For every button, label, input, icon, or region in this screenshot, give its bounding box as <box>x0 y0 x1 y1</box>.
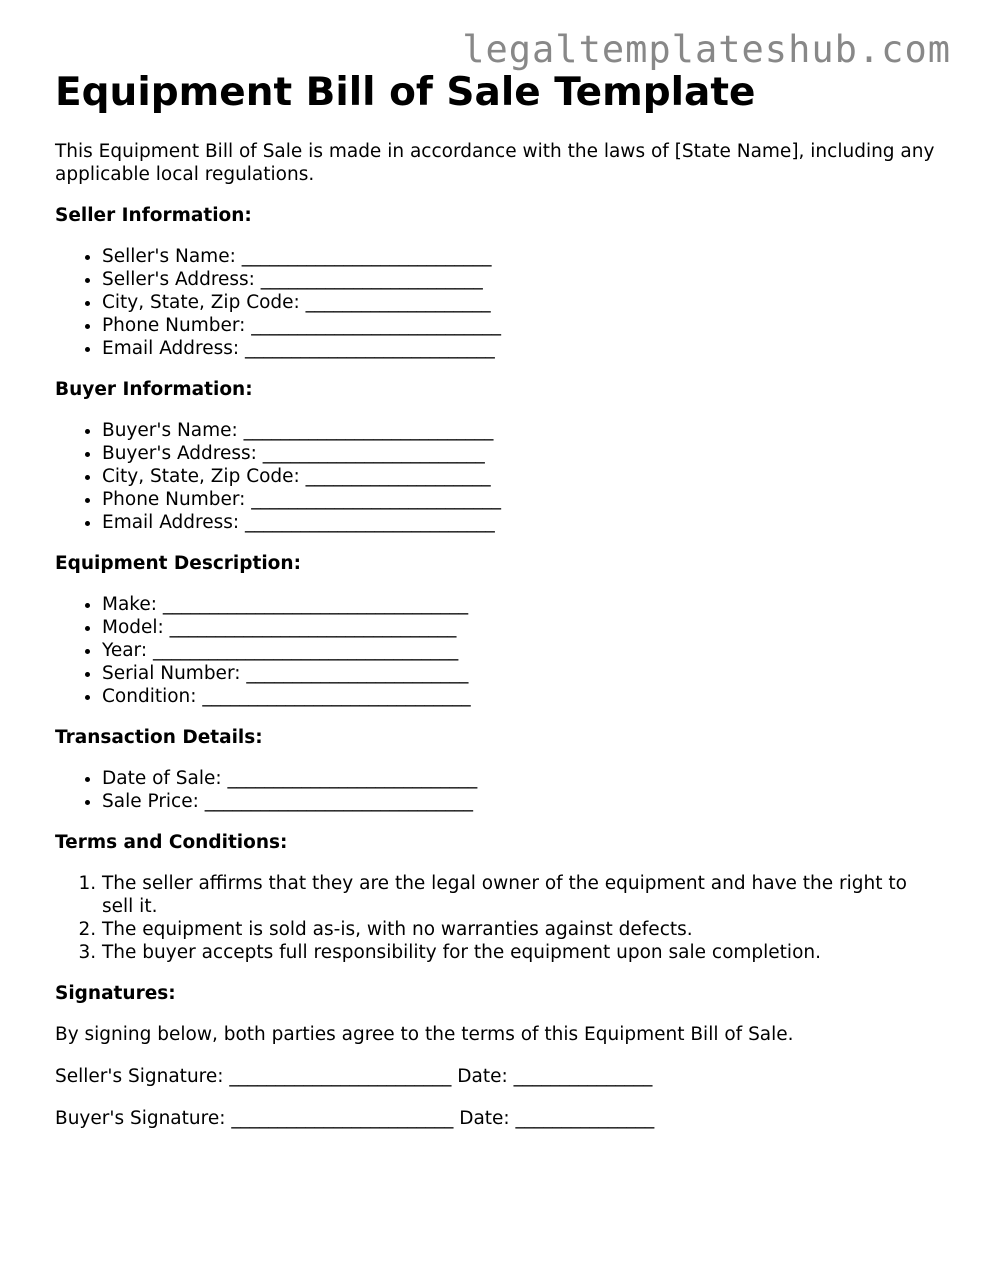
buyer-city-field: • City, State, Zip Code: ____________________ <box>102 465 935 488</box>
buyer-heading: Buyer Information: <box>55 379 253 400</box>
buyer-phone-field: • Phone Number: ___________________________ <box>102 488 935 511</box>
page-title: Equipment Bill of Sale Template <box>55 70 756 115</box>
buyer-email-field: • Email Address: ___________________________ <box>102 511 935 534</box>
seller-name-field: • Seller's Name: ___________________________ <box>102 245 935 268</box>
seller-city-field: • City, State, Zip Code: ____________________ <box>102 291 935 314</box>
transaction-list <box>55 767 935 813</box>
buyer-signature-line: Buyer's Signature: ________________________ Date: _______________ <box>55 1108 655 1129</box>
seller-address-field: • Seller's Address: ________________________ <box>102 268 935 291</box>
buyer-name-field: • Buyer's Name: ___________________________ <box>102 419 935 442</box>
transaction-heading: Transaction Details: <box>55 727 263 748</box>
equipment-list <box>55 593 935 708</box>
terms-list <box>55 872 935 964</box>
signatures-statement: By signing below, both parties agree to the terms of this Equipment Bill of Sale. <box>55 1024 794 1045</box>
buyer-address-field: • Buyer's Address: ________________________ <box>102 442 935 465</box>
terms-heading: Terms and Conditions: <box>55 832 288 853</box>
seller-email-field: • Email Address: ___________________________ <box>102 337 935 360</box>
signatures-heading: Signatures: <box>55 983 176 1004</box>
sale-date-field: • Date of Sale: ___________________________ <box>102 767 935 790</box>
equipment-year-field: • Year: _________________________________ <box>102 639 935 662</box>
equipment-make-field: • Make: _________________________________ <box>102 593 935 616</box>
seller-signature-line: Seller's Signature: ________________________ Date: _______________ <box>55 1066 653 1087</box>
document-page <box>55 70 935 1130</box>
seller-phone-field: • Phone Number: ___________________________ <box>102 314 935 337</box>
intro-paragraph: This Equipment Bill of Sale is made in accordance with the laws of [State Name], including any applicable local regulations. <box>55 141 935 185</box>
term-item: 3. The buyer accepts full responsibility for the equipment upon sale completion. <box>102 941 935 964</box>
seller-heading: Seller Information: <box>55 205 252 226</box>
sale-price-field: • Sale Price: _____________________________ <box>102 790 935 813</box>
buyer-list <box>55 419 935 534</box>
term-item: 1. The seller affirms that they are the legal owner of the equipment and have the right to sell it. <box>102 872 935 918</box>
equipment-heading: Equipment Description: <box>55 553 301 574</box>
watermark: legaltemplateshub.com <box>462 28 951 71</box>
equipment-condition-field: • Condition: _____________________________ <box>102 685 935 708</box>
equipment-model-field: • Model: _______________________________ <box>102 616 935 639</box>
equipment-serial-field: • Serial Number: ________________________ <box>102 662 935 685</box>
term-item: 2. The equipment is sold as-is, with no warranties against defects. <box>102 918 935 941</box>
seller-list <box>55 245 935 360</box>
